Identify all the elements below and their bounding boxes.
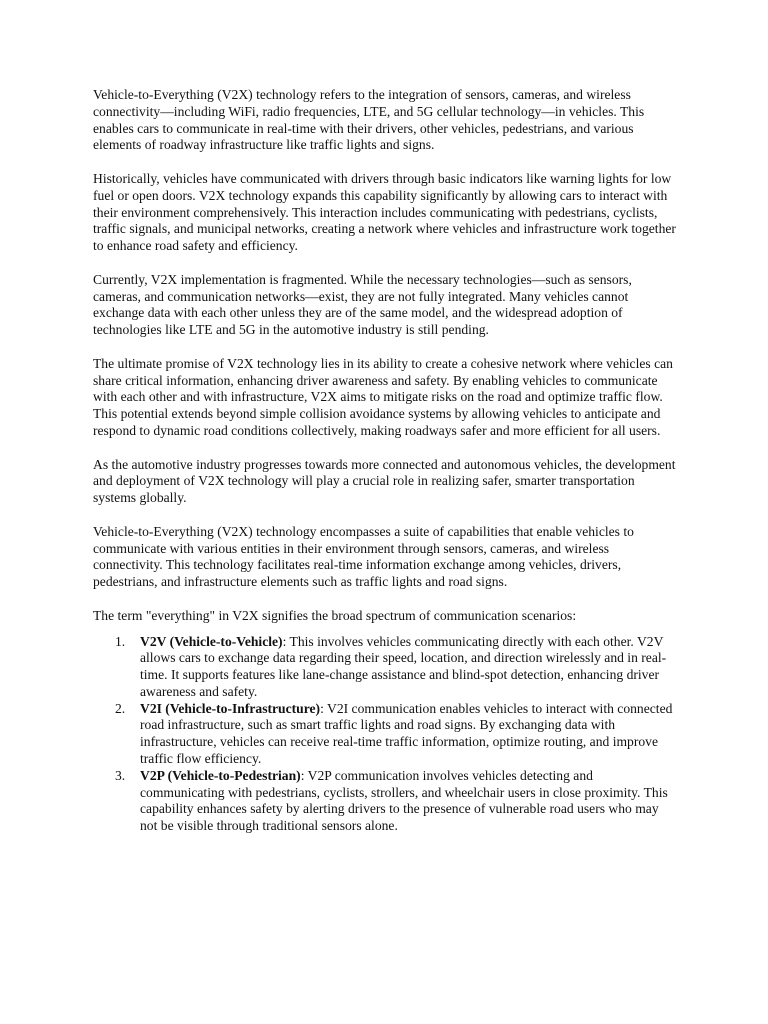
document-page bbox=[93, 87, 678, 835]
list-item-v2v bbox=[93, 634, 678, 701]
list-number: 2. bbox=[115, 700, 126, 716]
capability-list bbox=[93, 634, 678, 836]
list-term: V2P (Vehicle-to-Pedestrian) bbox=[140, 767, 301, 783]
list-text: : V2P communication involves vehicles detecting and communicating with pedestrians, cyclists, strollers, and wheelchair users in close proximity. This capability enhances safety by alerting drivers to the presence of vulnerable road users who may not be visible through traditional sensors alone. bbox=[140, 767, 668, 834]
paragraph-capabilities: Vehicle-to-Everything (V2X) technology encompasses a suite of capabilities that enable vehicles to communicate with various entities in their environment through sensors, cameras, and wireless connectivity. This technology facilitates real-time information exchange among vehicles, drivers, pedestrians, and infrastructure elements such as traffic lights and road signs. bbox=[93, 523, 634, 590]
paragraph-history: Historically, vehicles have communicated with drivers through basic indicators like warning lights for low fuel or open doors. V2X technology expands this capability significantly by allowing cars to interact with their environment comprehensively. This interaction includes communicating with pedestrians, cyclists, traffic signals, and municipal networks, creating a network where vehicles and infrastructure work together to enhance road safety and efficiency. bbox=[93, 170, 676, 254]
list-text: : V2I communication enables vehicles to interact with connected road infrastructure, such as smart traffic lights and road signs. By exchanging data with infrastructure, vehicles can receive real-time traffic information, optimize routing, and improve traffic flow efficiency. bbox=[140, 700, 673, 767]
list-text: : This involves vehicles communicating directly with each other. V2V allows cars to exchange data regarding their speed, location, and direction wirelessly and in real-time. It supports features like lane-change assistance and blind-spot detection, enhancing driver awareness and safety. bbox=[140, 633, 667, 699]
list-number: 3. bbox=[115, 767, 126, 783]
list-item-v2i bbox=[93, 701, 678, 768]
list-number: 1. bbox=[115, 633, 126, 649]
list-term: V2V (Vehicle-to-Vehicle) bbox=[140, 633, 283, 649]
paragraph-v2x-definition: Vehicle-to-Everything (V2X) technology refers to the integration of sensors, cameras, and wireless connectivity—including WiFi, radio frequencies, LTE, and 5G cellular technology—in vehicles. This enables cars to communicate in real-time with their drivers, other vehicles, pedestrians, and various elements of roadway infrastructure like traffic lights and signs. bbox=[93, 87, 645, 153]
paragraph-future: As the automotive industry progresses towards more connected and autonomous vehicles, the development and deployment of V2X technology will play a crucial role in realizing safer, smarter transportation systems globally. bbox=[93, 456, 676, 506]
list-term: V2I (Vehicle-to-Infrastructure) bbox=[140, 700, 321, 716]
list-item-v2p bbox=[93, 768, 678, 835]
list-intro: The term "everything" in V2X signifies the broad spectrum of communication scenarios: bbox=[93, 607, 577, 623]
paragraph-promise: The ultimate promise of V2X technology lies in its ability to create a cohesive network where vehicles can share critical information, enhancing driver awareness and safety. By enabling vehicles to communicate with each other and with infrastructure, V2X aims to mitigate risks on the road and optimize traffic flow. This potential extends beyond simple collision avoidance systems by allowing vehicles to anticipate and respond to dynamic road conditions collectively, making roadways safer and more efficient for all users. bbox=[93, 355, 673, 438]
paragraph-current-state: Currently, V2X implementation is fragmented. While the necessary technologies—such as sensors, cameras, and communication networks—exist, they are not fully integrated. Many vehicles cannot exchange data with each other unless they are of the same model, and the widespread adoption of technologies like LTE and 5G in the automotive industry is still pending. bbox=[93, 271, 632, 338]
